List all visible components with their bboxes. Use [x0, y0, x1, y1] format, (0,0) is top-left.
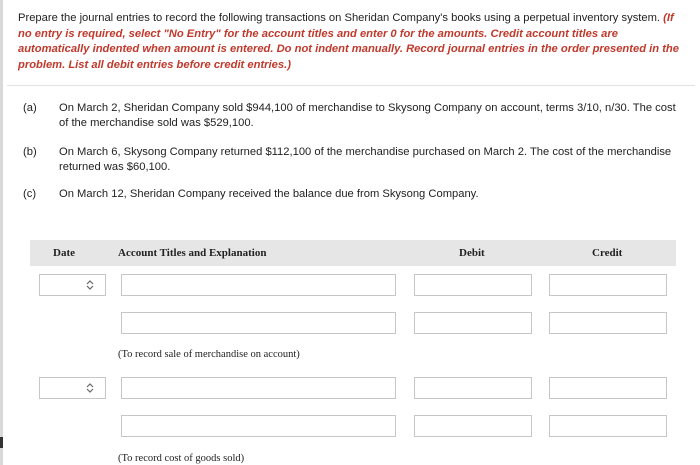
debit-input[interactable]: [414, 415, 532, 437]
date-select[interactable]: [39, 377, 106, 399]
credit-input[interactable]: [549, 415, 667, 437]
transaction-text: On March 6, Skysong Company returned $112,100 of the merchandise purchased on March 2. The cost of the merchandise returned was $60,100.: [59, 146, 672, 173]
header-debit: Debit: [459, 247, 485, 259]
journal-table-header: [30, 240, 676, 266]
account-title-input[interactable]: [121, 377, 396, 399]
left-edge-bar: [0, 0, 3, 465]
account-title-input[interactable]: [121, 312, 396, 334]
credit-input[interactable]: [549, 377, 667, 399]
transaction-letter: (c): [23, 188, 37, 200]
account-title-input[interactable]: [121, 415, 396, 437]
transaction-letter: (a): [23, 102, 37, 114]
left-edge-marker: [0, 437, 3, 448]
transaction-text: On March 2, Sheridan Company sold $944,100 of merchandise to Skysong Company on account, terms 3/10, n/30. The cost of the merchandise sold was $529,100.: [59, 102, 676, 129]
header-date: Date: [53, 247, 75, 259]
transaction-text: On March 12, Sheridan Company received the balance due from Skysong Company.: [59, 188, 479, 200]
select-spinner-icon: [86, 280, 94, 290]
instructions-main: Prepare the journal entries to record the following transactions on Sheridan Company's books using a perpetual inventory system.: [18, 12, 661, 24]
entry-explanation: (To record sale of merchandise on account): [118, 349, 300, 360]
credit-input[interactable]: [549, 312, 667, 334]
select-spinner-icon: [86, 383, 94, 393]
debit-input[interactable]: [414, 312, 532, 334]
header-credit: Credit: [592, 247, 623, 259]
debit-input[interactable]: [414, 274, 532, 296]
debit-input[interactable]: [414, 377, 532, 399]
divider: [7, 85, 695, 86]
instructions-note: (If no entry is required, select "No Entry" for the account titles and enter 0 for the amounts. Credit account titles are automatically indented when amount is entered. Do not indent manually. Record journal entries in the order presented in the problem. List all debit entries before credit entries.): [18, 12, 679, 71]
header-account: Account Titles and Explanation: [118, 247, 267, 259]
entry-explanation: (To record cost of goods sold): [118, 453, 245, 464]
instructions: [18, 11, 686, 73]
credit-input[interactable]: [549, 274, 667, 296]
transaction-letter: (b): [23, 146, 37, 158]
date-select[interactable]: [39, 274, 106, 296]
account-title-input[interactable]: [121, 274, 396, 296]
